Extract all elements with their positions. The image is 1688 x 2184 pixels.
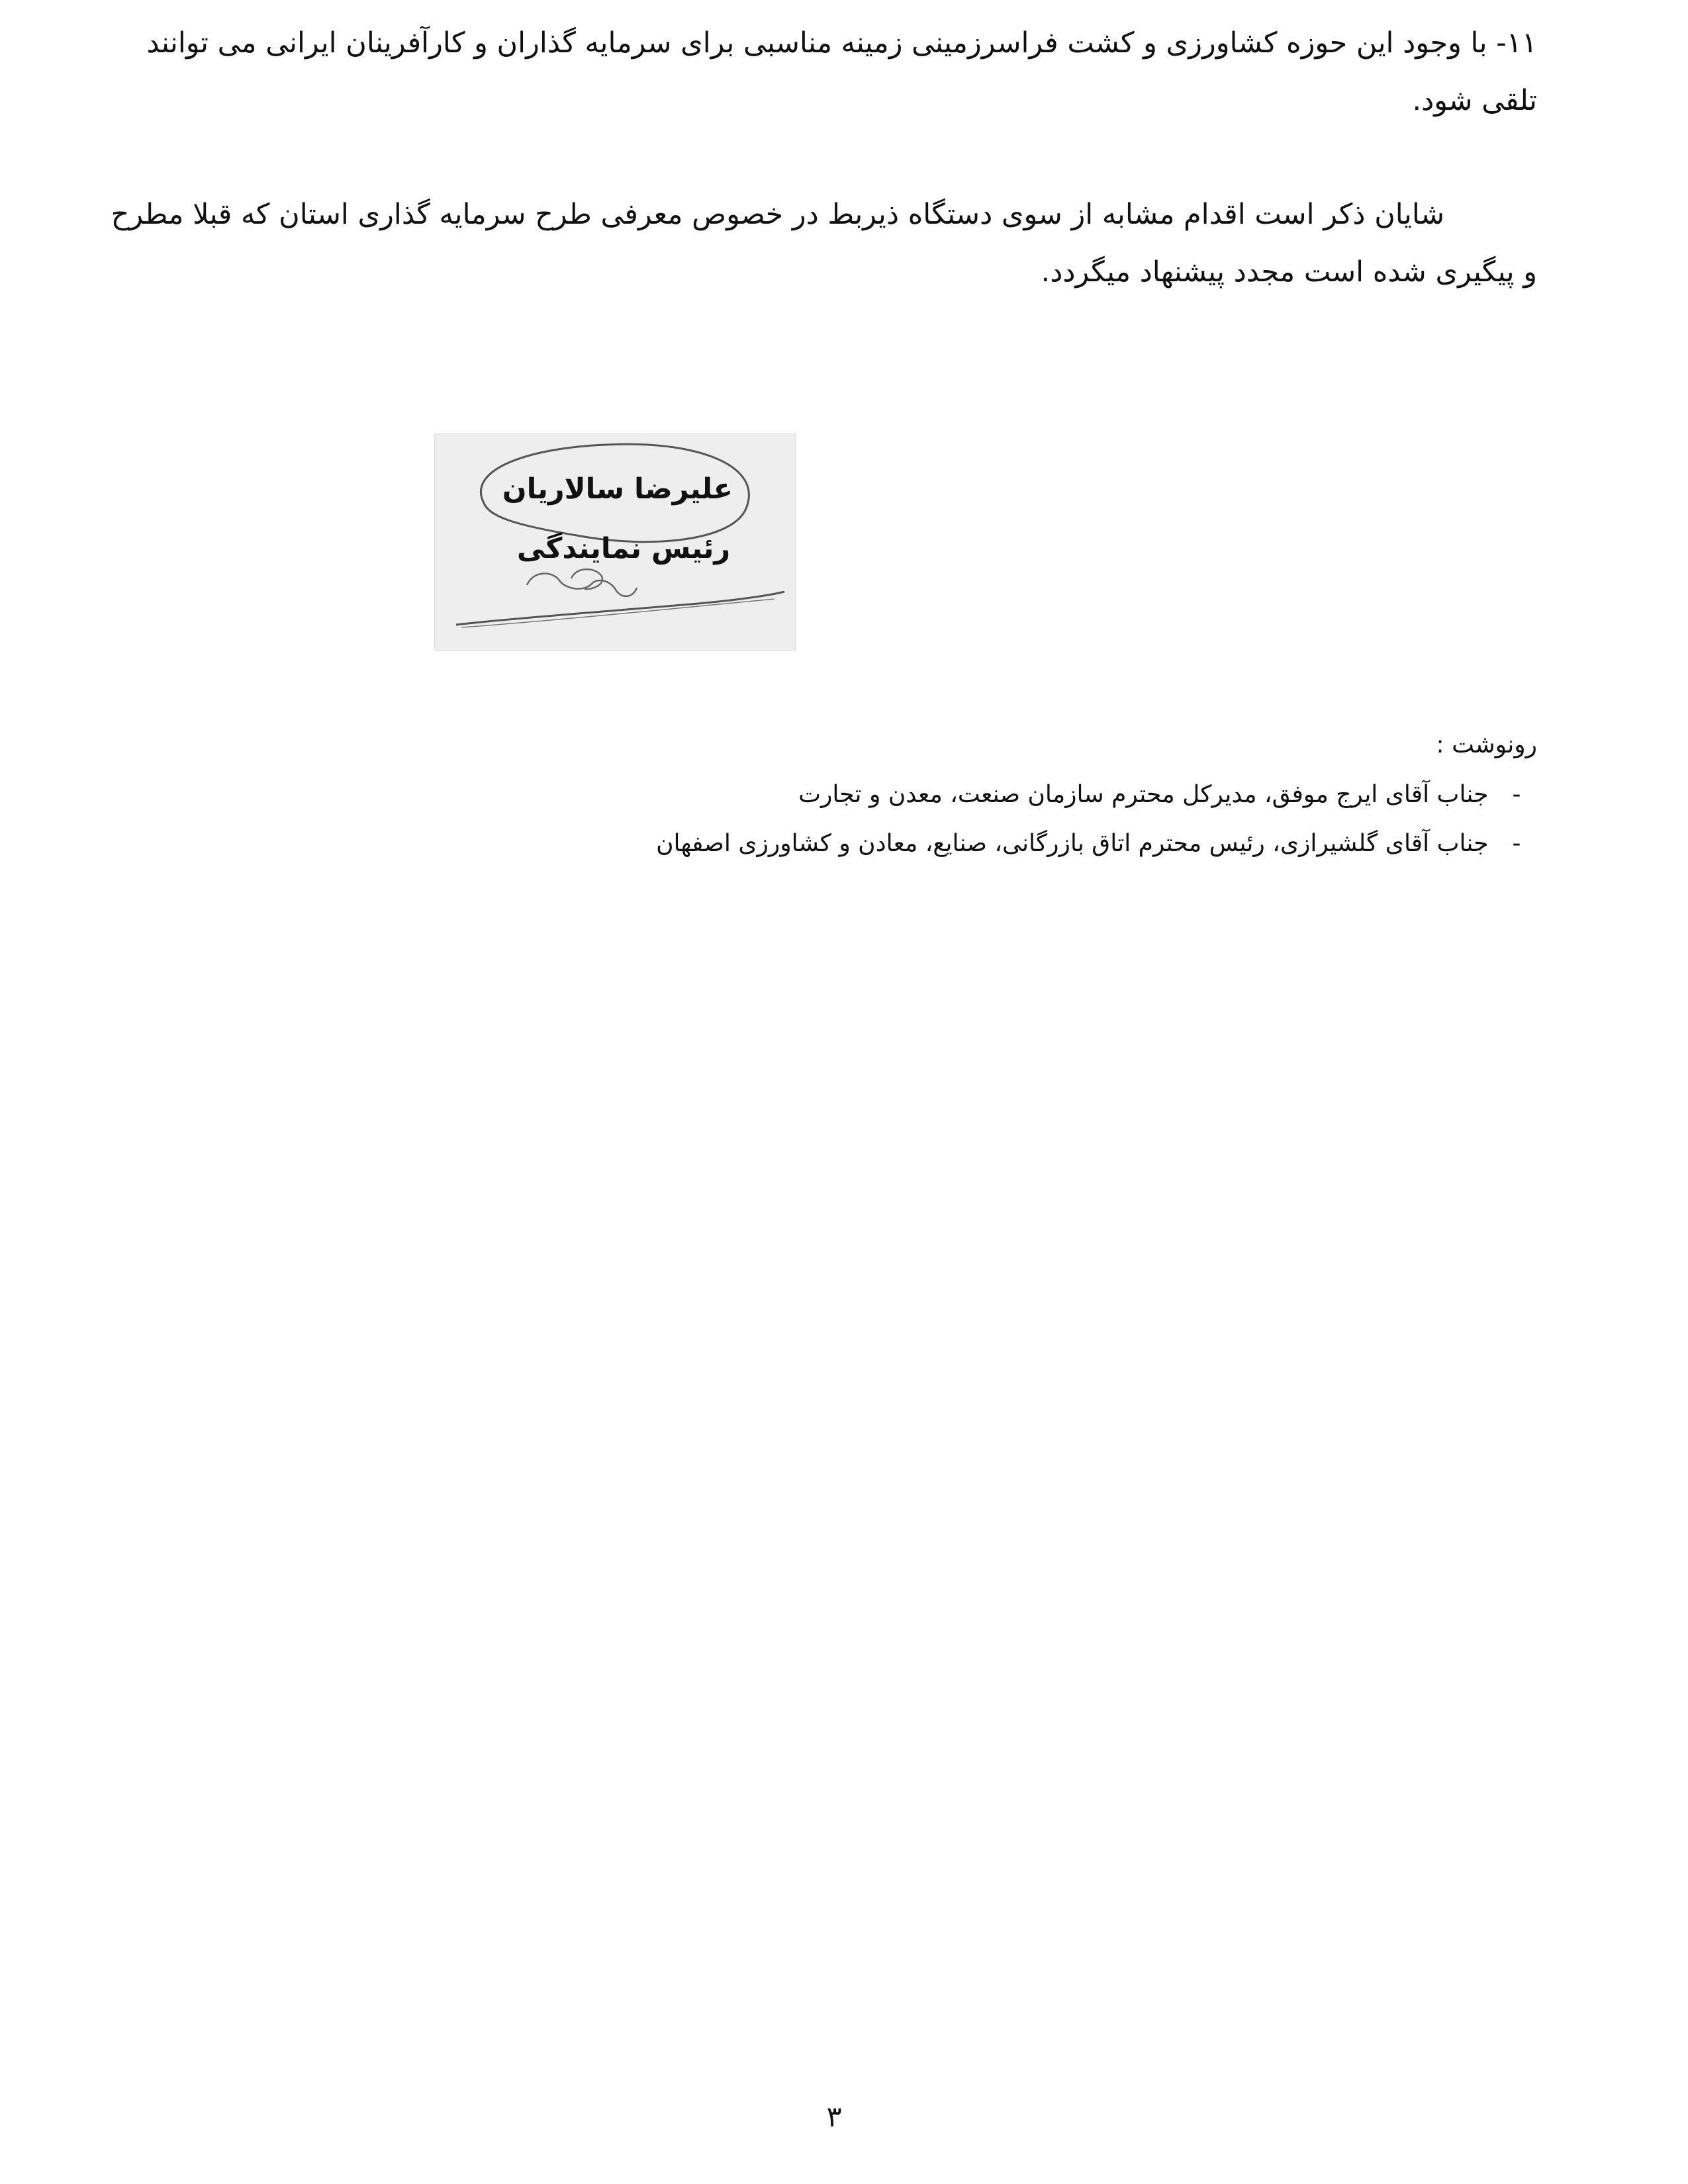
copy-list-item [656, 832, 1537, 856]
signer-title: رئیس نمایندگی [516, 532, 731, 565]
copy-label: رونوشت : [1436, 731, 1537, 758]
closing-paragraph-line-2: و پیگیری شده است مجدد پیشنهاد میگردد. [1041, 255, 1537, 289]
signer-name: علیرضا سالاریان [502, 473, 733, 506]
copy-recipient-text: جناب آقای ایرج موفق، مدیرکل محترم سازمان صنعت، معدن و تجارت [798, 781, 1489, 808]
closing-paragraph-line-1: شایان ذکر است اقدام مشابه از سوی دستگاه ذیربط در خصوص معرفی طرح سرمایه گذاری استان که قبلا مطرح [111, 198, 1444, 231]
page-number: ۳ [826, 2101, 842, 2134]
list-dash: - [1512, 781, 1521, 808]
copy-recipient-text: جناب آقای گلشیرازی، رئیس محترم اتاق بازرگانی، صنایع، معادن و کشاورزی اصفهان [656, 830, 1489, 857]
paragraph-11-line-2: تلقی شود. [1412, 84, 1537, 117]
copy-list-item [798, 783, 1537, 807]
list-dash: - [1512, 830, 1521, 857]
paragraph-11-line-1: ۱۱- با وجود این حوزه کشاورزی و کشت فراسرزمینی زمینه مناسبی برای سرمایه گذاران و کارآفرینان ایرانی می توانند [146, 26, 1537, 60]
signature-stamp [434, 433, 796, 651]
